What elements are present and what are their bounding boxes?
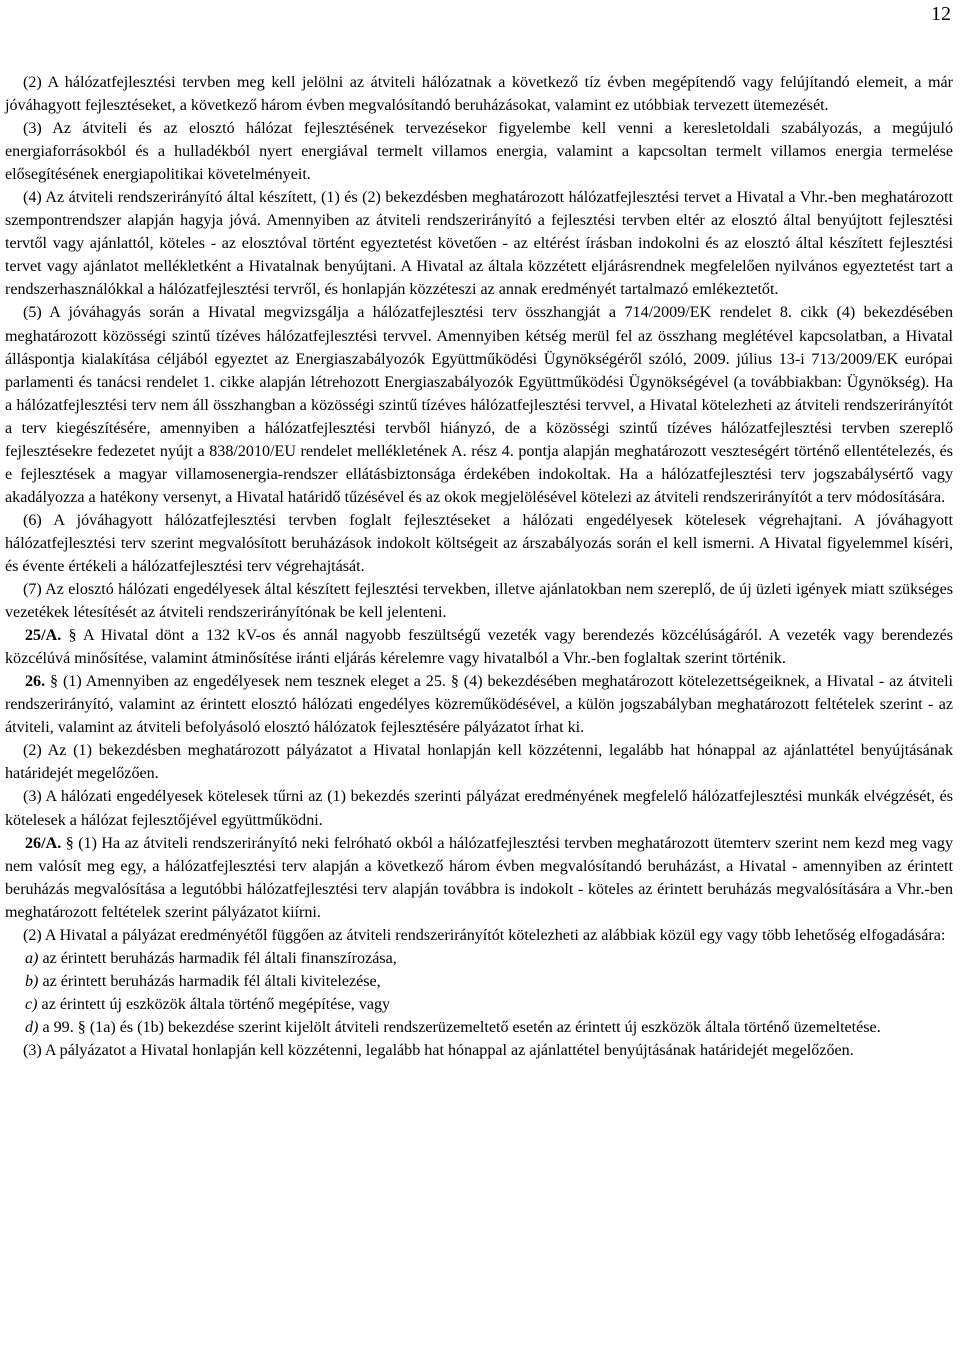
paragraph-7: (7) Az elosztó hálózati engedélyesek által készített fejlesztési tervekben, illetve ajánlatokban nem szereplő, de új üzleti igények miatt szükséges vezetékek létesítését az átviteli rendszerirányítónak be kell jelenteni. [5, 581, 953, 622]
list-marker: d) [25, 1018, 39, 1036]
list-item-b [5, 970, 953, 993]
page-number: 12 [931, 3, 951, 25]
section-sign-icon: § [50, 673, 59, 691]
section-25a-label: 25/A. [25, 627, 62, 645]
section-25a [5, 624, 953, 670]
section-26-paragraph-3: (3) A hálózati engedélyesek kötelesek tűrni az (1) bekezdés szerinti pályázat eredményének megfelelő hálózatfejlesztési munkák elvégzését, és kötelesek a hálózat fejlesztőjével együttműködni. [5, 788, 953, 829]
list-item-text: az érintett beruházás harmadik fél általi kivitelezése, [42, 972, 381, 990]
list-marker: b) [25, 972, 39, 990]
paragraph-6: (6) A jóváhagyott hálózatfejlesztési tervben foglalt fejlesztéseket a hálózati engedélyesek kötelesek végrehajtani. A jóváhagyott hálózatfejlesztési terv szerint megvalósított beruházások indokolt költségeit az árszabályozás során el kell ismerni. A Hivatal figyelemmel kíséri, és évente értékeli a hálózatfejlesztési terv végrehajtását. [5, 511, 953, 575]
list-item-text: az érintett új eszközök általa történő megépítése, vagy [41, 995, 391, 1013]
section-26a-label: 26/A. [25, 834, 62, 852]
section-26-paragraph-2: (2) Az (1) bekezdésben meghatározott pályázatot a Hivatal honlapján kell közzétenni, legalább hat hónappal az ajánlattétel benyújtásának határidejét megelőzően. [5, 742, 953, 783]
list-item-d [5, 1016, 953, 1039]
list-marker: c) [25, 995, 38, 1013]
section-26a-paragraph-3: (3) A pályázatot a Hivatal honlapján kell közzétenni, legalább hat hónappal az ajánlattétel benyújtásának határidejét megelőzően. [23, 1041, 854, 1059]
list-item-text: az érintett beruházás harmadik fél általi finanszírozása, [42, 949, 397, 967]
list-item-a [5, 947, 953, 970]
paragraph-2: (2) A hálózatfejlesztési tervben meg kell jelölni az átviteli hálózatnak a következő tíz évben megépítendő vagy felújítandó elemeit, a már jóváhagyott fejlesztéseket, a következő három évben megvalósítandó beruházásokat, valamint ez utóbbiak tervezett ütemezését. [5, 74, 953, 115]
section-26a-text: (1) Ha az átviteli rendszerirányító neki felróható okból a hálózatfejlesztési tervben meghatározott ütemterv szerint nem kezd meg vagy nem valósít meg egy, a hálózatfejlesztési terv alapján a következő három évben megvalósítandó beruházást, a Hivatal - amennyiben az érintett beruházás megvalósítása a legutóbbi hálózatfejlesztési terv alapján továbbra is indokolt - köteles az érintett beruházás megvalósítására a Vhr.-ben meghatározott feltételek szerint pályázatot kiírni. [5, 834, 953, 921]
section-sign-icon: § [68, 627, 77, 645]
section-26 [5, 670, 953, 739]
paragraph-4: (4) Az átviteli rendszerirányító által készített, (1) és (2) bekezdésben meghatározott hálózatfejlesztési tervet a Hivatal a Vhr.-ben meghatározott szempontrendszer alapján hagyja jóvá. Amennyiben az átviteli rendszerirányító a fejlesztési tervben eltér az elosztó által benyújtott fejlesztési tervtől vagy ajánlattól, köteles - az elosztóval történt egyeztetést követően - az eltérést írásban indokolni és az elosztó által készített fejlesztési tervet vagy ajánlatot mellékletként a Hivatalnak benyújtani. A Hivatal az általa közzétett eljárásrendnek megfelelően nyilvános egyeztetést tart a rendszerhasználókkal a hálózatfejlesztési tervről, és honlapján közzéteszi az annak eredményét tartalmazó emlékeztetőt. [5, 189, 953, 299]
list-item-c [5, 993, 953, 1016]
document-body [5, 71, 953, 1062]
paragraph-5: (5) A jóváhagyás során a Hivatal megvizsgálja a hálózatfejlesztési terv összhangját a 714/2009/EK rendelet 8. cikk (4) bekezdésében meghatározott közösségi szintű tízéves hálózatfejlesztési tervvel. Amennyiben kétség merül fel az összhang meglétével kapcsolatban, a Hivatal álláspontja kialakítása céljából egyeztet az Energiaszabályozók Együttműködési Ügynökségéről szóló, 2009. július 13-i 713/2009/EK európai parlamenti és tanácsi rendelet 1. cikke alapján létrehozott Energiaszabályozók Együttműködési Ügynökségével (a továbbiakban: Ügynökség). Ha a hálózatfejlesztési terv nem áll összhangban a közösségi szintű tízéves hálózatfejlesztési tervvel, a Hivatal kötelezheti az átviteli rendszerirányítót a terv kiegészítésére, amennyiben a hálózatfejlesztési tervből hiányzó, de a közösségi szintű tízéves hálózatfejlesztési tervben szereplő fejlesztésekre fedezetet nyújt a 838/2010/EU rendelet mellékletének A. rész 4. pontja alapján meghatározott veszteségért történő ellentételezés, és e fejlesztések a magyar villamosenergia-rendszer ellátásbiztonsága érdekében indokoltak. Ha a hálózatfejlesztési terv jogszabálysértő vagy akadályozza a hatékony versenyt, a Hivatal határidő tűzésével és az okok megjelölésével kötelezi az átviteli rendszerirányítót a terv módosítására. [5, 304, 953, 506]
list-item-text: a 99. § (1a) és (1b) bekezdése szerint kijelölt átviteli rendszerüzemeltető esetén az érintett új eszközök általa történő üzemeltetése. [42, 1018, 881, 1036]
section-sign-icon: § [65, 834, 74, 852]
section-26-text: (1) Amennyiben az engedélyesek nem tesznek eleget a 25. § (4) bekezdésében meghatározott kötelezettségeiknek, a Hivatal - az átviteli rendszerirányító, valamint az érintett elosztó hálózati engedélyes közreműködésével, a külön jogszabályban meghatározott feltételek szerint - az átviteli, valamint az átviteli befolyásoló elosztó hálózatok fejlesztésére pályázatot írhat ki. [5, 673, 954, 737]
section-25a-text: A Hivatal dönt a 132 kV-os és annál nagyobb feszültségű vezeték vagy berendezés közcélúságáról. A vezeték vagy berendezés közcélúvá minősítése, valamint átminősítése iránti eljárás kérelemre vagy hivatalból a Vhr.-ben foglaltak szerint történik. [5, 627, 953, 668]
section-26a [5, 832, 953, 924]
section-26a-paragraph-2: (2) A Hivatal a pályázat eredményétől függően az átviteli rendszerirányítót kötelezheti az alábbiak közül egy vagy több lehetőség elfogadására: [23, 926, 946, 944]
paragraph-3: (3) Az átviteli és az elosztó hálózat fejlesztésének tervezésekor figyelembe kell venni a keresletoldali szabályozás, a megújuló energiaforrásokból és a hulladékból nyert energiával termelt villamos energia, valamint a kapcsoltan termelt villamos energia termelése elősegítésének energiapolitikai követelményeit. [5, 120, 953, 184]
section-26-label: 26. [25, 673, 46, 691]
list-marker: a) [25, 949, 39, 967]
